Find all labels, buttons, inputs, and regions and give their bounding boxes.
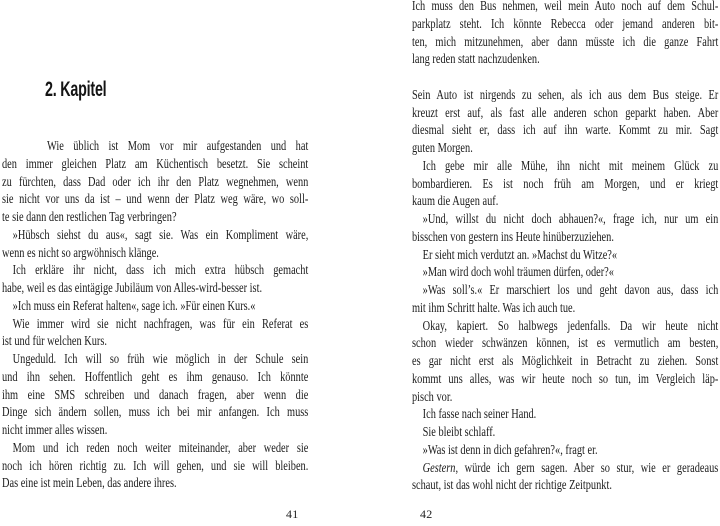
text-line: Wie immer wird sie nicht nachfragen, was für ein Referat es xyxy=(12,315,309,331)
page-number-right: 42 xyxy=(420,507,433,521)
text-line: wenn es nicht so argwöhnisch klänge. xyxy=(2,244,159,260)
text-line: ist und für welchen Kurs. xyxy=(2,333,108,349)
blank-line xyxy=(412,68,718,86)
text-line: kreuzt erst auf, als fast alle anderen schon geparkt haben. Aber xyxy=(412,104,719,120)
text-line: den immer gleichen Platz am Küchentisch besetzt. Sie scheint xyxy=(2,155,309,171)
text-line: »Hübsch siehst du aus«, sagt sie. Was ein Kompliment wäre, xyxy=(12,226,309,242)
text-line: Sie bleibt schlaff. xyxy=(422,424,496,439)
text-line: lang reden statt nachzudenken. xyxy=(412,51,540,67)
text-line: und ihn sehen. Hoffentlich geht es ihm genauso. Ich könnte xyxy=(2,368,309,384)
text-line: Ich fasse nach seiner Hand. xyxy=(422,406,537,422)
text-line: »Man wird doch wohl träumen dürfen, oder?« xyxy=(422,264,614,280)
text-line: »Was soll’s.« Er marschiert los und geht davon aus, dass ich xyxy=(422,282,719,297)
text-line: diesmal sieht er, dass ich auf ihn warte. Kommt zu mir. Sagt xyxy=(412,122,719,138)
text-line: Ich gebe mir alle Mühe, ihn nicht mit meinem Glück zu xyxy=(422,157,719,173)
right-text-column xyxy=(412,0,718,494)
text-line: habe, weil es das eintägige Jubiläum von Alles-wird-besser ist. xyxy=(2,280,263,295)
text-line: Das eine ist mein Leben, das andere ihres. xyxy=(2,475,177,491)
text-line: schaut, ist das wohl nicht der richtige Zeitpunkt. xyxy=(412,477,612,493)
text-line: Sein Auto ist nirgends zu sehen, als ich aus dem Bus steige. Er xyxy=(412,86,719,102)
text-line: Gestern, würde ich gern sagen. Aber so stur, wie er geradeaus xyxy=(422,459,719,475)
text-line: ten, mich mitzunehmen, aber dann müsste ich die ganze Fahrt xyxy=(412,33,719,49)
text-line: »Was ist denn in dich gefahren?«, fragt er. xyxy=(422,441,598,457)
text-line: »Ich muss ein Referat halten«, sage ich. »Für einen Kurs.« xyxy=(12,297,256,313)
text-line: Dinge sich ändern sollen, muss ich bei mir anfangen. Ich muss xyxy=(2,404,309,420)
text-line: mit ihm Schritt halte. Was ich auch tue. xyxy=(412,299,576,315)
italic-text: Gestern xyxy=(422,459,456,475)
page-number-left: 41 xyxy=(286,507,299,521)
left-text-column xyxy=(2,137,308,492)
text-line: bisschen von gestern ins Heute hinüberzuziehen. xyxy=(412,228,614,244)
text-line: sie nicht vor uns da ist – und wenn der Platz weg wäre, wo soll- xyxy=(2,191,309,207)
text-line: guten Morgen. xyxy=(412,140,473,155)
text-line: noch ich hören richtig zu. Ich will gehen, und sie will bleiben. xyxy=(2,457,309,473)
text-line: pisch vor. xyxy=(412,388,453,404)
text-line: zu fürchten, dass Dad oder ich ihr den Platz wegnehmen, wenn xyxy=(2,173,309,189)
text-line: Er sieht mich verdutzt an. »Machst du Witze?« xyxy=(422,246,618,262)
text-line: kaum die Augen auf. xyxy=(412,193,499,209)
text-line: bombardieren. Es ist noch früh am Morgen, und er kriegt xyxy=(412,175,719,191)
chapter-heading: 2. Kapitel xyxy=(45,78,107,101)
text-line: Ungeduld. Ich will so früh wie möglich in der Schule sein xyxy=(12,351,309,366)
text-line: parkplatz steht. Ich könnte Rebecca oder jemand anderen bit- xyxy=(412,15,719,31)
text-line: kommt uns alles, was wir heute noch so tun, im Vergleich läp- xyxy=(412,370,719,386)
text-line: »Und, willst du nicht doch abhauen?«, frage ich, nur um ein xyxy=(422,211,719,226)
text-line: schon wieder schwänzen können, ist es vermutlich am besten, xyxy=(412,335,719,351)
text-line: Mom und ich reden noch weiter miteinander, aber weder sie xyxy=(12,439,309,455)
text-line: te sie dann den restlichen Tag verbringen? xyxy=(2,209,177,224)
text-line: Okay, kapiert. So halbwegs jedenfalls. Da wir heute nicht xyxy=(422,317,719,333)
text-line: nicht immer alles wissen. xyxy=(2,422,108,437)
text-line: ihm eine SMS schreiben und danach fragen, aber wenn die xyxy=(2,386,309,402)
text-line: Wie üblich ist Mom vor mir aufgestanden und hat xyxy=(46,138,309,153)
text-line: Ich muss den Bus nehmen, weil mein Auto noch auf dem Schul- xyxy=(412,0,719,13)
text-line: Ich erkläre ihr nicht, dass ich mich extra hübsch gemacht xyxy=(12,262,309,278)
text-line: es gar nicht erst als Möglichkeit in Betracht zu ziehen. Sonst xyxy=(412,353,719,368)
